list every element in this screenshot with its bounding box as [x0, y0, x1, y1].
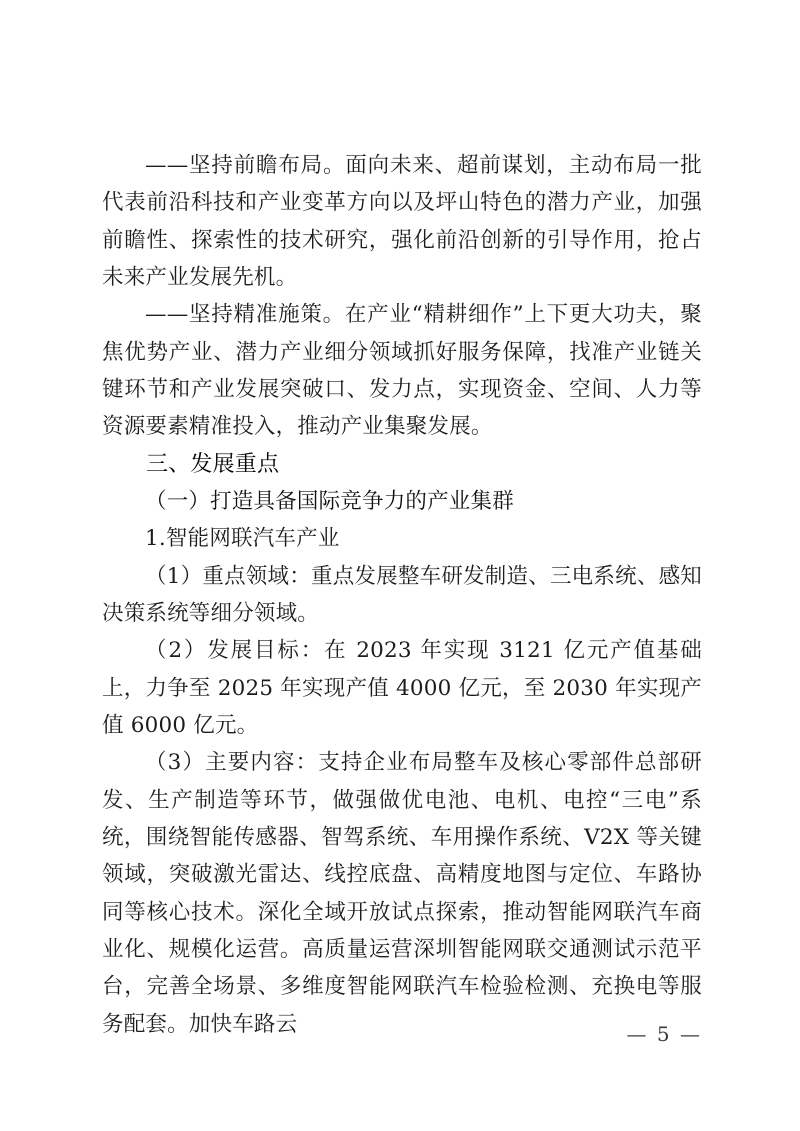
document-content [102, 147, 702, 1043]
heading-subsection-one-industry-clusters: （一）打造具备国际竞争力的产业集群 [145, 488, 514, 514]
paragraph-adhere-forward-looking-layout: ——坚持前瞻布局。面向未来、超前谋划，主动布局一批代表前沿科技和产业变革方向以及坪山特色的潜力产业，加强前瞻性、探索性的技术研究，强化前沿创新的引导作用，抢占未来产业发展先机。 [102, 153, 702, 290]
heading-item-1-intelligent-connected-vehicle-industry: 1.智能网联汽车产业 [145, 526, 340, 552]
paragraph-development-goals: （2）发展目标：在 2023 年实现 3121 亿元产值基础上，力争至 2025 年实现产值 4000 亿元，至 2030 年实现产值 6000 亿元。 [102, 638, 702, 738]
paragraph-main-content: （3）主要内容：支持企业布局整车及核心零部件总部研发、生产制造等环节，做强做优电池、电机、电控“三电”系统，围绕智能传感器、智驾系统、车用操作系统、V2X 等关键领域，突破激光雷达、线控底盘、高精度地图与定位、车路协同等核心技术。深化全域开放试点探索，推动智能网联汽车商业化、规模化运营。高质量运营深圳智能网联交通测试示范平台，完善全场景、多维度智能网联汽车检验检测、充换电等服务配套。加快车路云 [102, 750, 702, 1037]
heading-section-three-development-focus: 三、发展重点 [146, 451, 280, 477]
paragraph-key-areas: （1）重点领域：重点发展整车研发制造、三电系统、感知决策系统等细分领域。 [102, 563, 702, 626]
paragraph-adhere-precise-policy: ——坚持精准施策。在产业“精耕细作”上下更大功夫，聚焦优势产业、潜力产业细分领域抓好服务保障，找准产业链关键环节和产业发展突破口、发力点，实现资金、空间、人力等资源要素精准投入，推动产业集聚发展。 [102, 302, 702, 440]
page-number: — 5 — [626, 1022, 702, 1046]
